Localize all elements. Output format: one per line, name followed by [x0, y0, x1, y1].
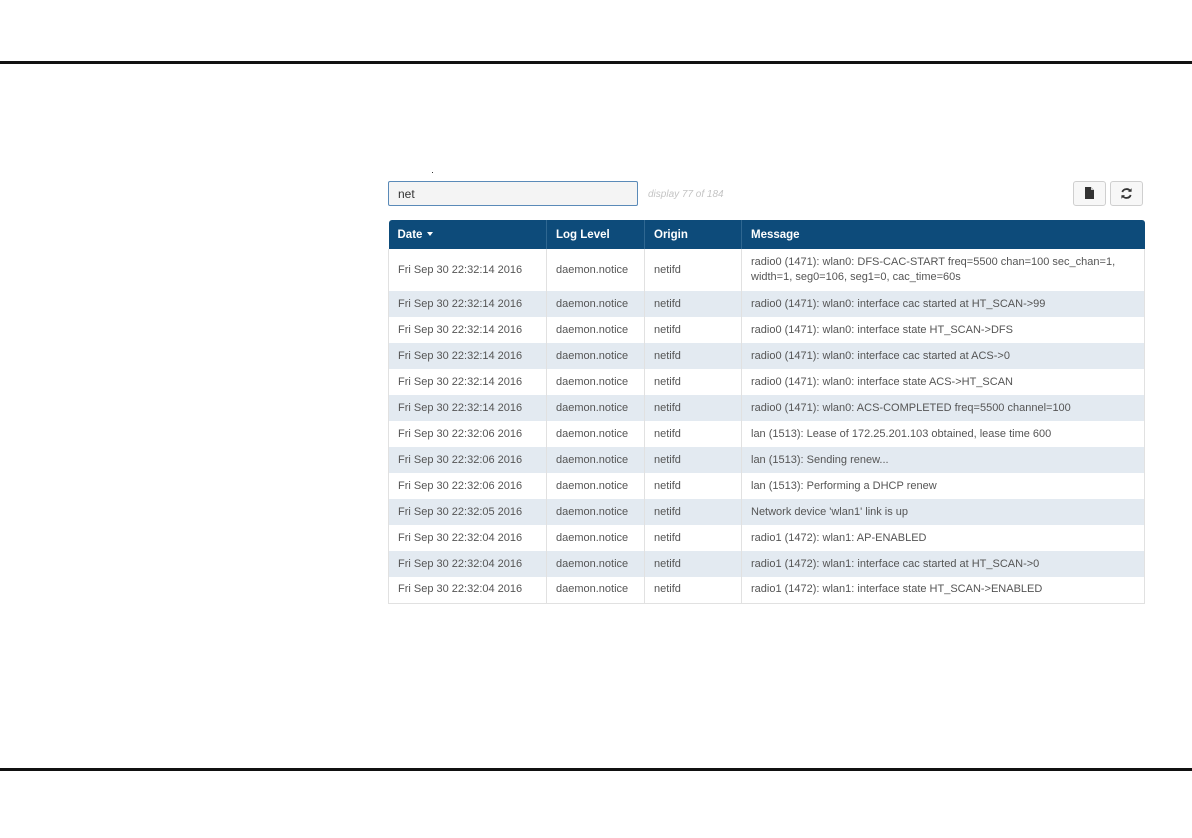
cell-origin: netifd	[645, 395, 742, 421]
table-row	[389, 249, 1145, 291]
refresh-icon	[1120, 187, 1133, 200]
cell-origin: netifd	[645, 473, 742, 499]
cell-date: Fri Sep 30 22:32:06 2016	[389, 421, 547, 447]
cell-level: daemon.notice	[547, 447, 645, 473]
cell-date: Fri Sep 30 22:32:14 2016	[389, 369, 547, 395]
cell-message: lan (1513): Performing a DHCP renew	[742, 473, 1145, 499]
cell-date: Fri Sep 30 22:32:14 2016	[389, 343, 547, 369]
cell-origin: netifd	[645, 369, 742, 395]
cell-level: daemon.notice	[547, 577, 645, 603]
cell-date: Fri Sep 30 22:32:04 2016	[389, 525, 547, 551]
cell-message: radio0 (1471): wlan0: ACS-COMPLETED freq=5500 channel=100	[742, 395, 1145, 421]
stray-dot	[432, 172, 433, 173]
cell-origin: netifd	[645, 551, 742, 577]
top-divider	[0, 61, 1192, 64]
table-row	[389, 343, 1145, 369]
cell-level: daemon.notice	[547, 395, 645, 421]
cell-message: radio0 (1471): wlan0: interface cac started at HT_SCAN->99	[742, 291, 1145, 317]
table-row	[389, 395, 1145, 421]
cell-date: Fri Sep 30 22:32:14 2016	[389, 317, 547, 343]
file-icon	[1084, 187, 1095, 200]
cell-level: daemon.notice	[547, 473, 645, 499]
cell-origin: netifd	[645, 249, 742, 291]
cell-origin: netifd	[645, 421, 742, 447]
cell-message: radio0 (1471): wlan0: interface state HT_SCAN->DFS	[742, 317, 1145, 343]
column-header-date[interactable]	[389, 220, 547, 249]
cell-message: Network device 'wlan1' link is up	[742, 499, 1145, 525]
cell-level: daemon.notice	[547, 525, 645, 551]
cell-message: radio0 (1471): wlan0: DFS-CAC-START freq=5500 chan=100 sec_chan=1, width=1, seg0=106, seg1=0, cac_time=60s	[742, 249, 1145, 291]
refresh-button[interactable]	[1110, 181, 1143, 206]
cell-origin: netifd	[645, 525, 742, 551]
cell-level: daemon.notice	[547, 551, 645, 577]
cell-level: daemon.notice	[547, 291, 645, 317]
table-row	[389, 577, 1145, 603]
cell-message: radio0 (1471): wlan0: interface cac started at ACS->0	[742, 343, 1145, 369]
bottom-divider	[0, 768, 1192, 771]
cell-message: lan (1513): Lease of 172.25.201.103 obtained, lease time 600	[742, 421, 1145, 447]
cell-origin: netifd	[645, 343, 742, 369]
cell-level: daemon.notice	[547, 421, 645, 447]
cell-message: radio1 (1472): wlan1: interface state HT_SCAN->ENABLED	[742, 577, 1145, 603]
table-header-row	[389, 220, 1145, 249]
cell-level: daemon.notice	[547, 369, 645, 395]
column-header-origin[interactable]: Origin	[645, 220, 742, 249]
column-label-date: Date	[397, 228, 423, 241]
cell-date: Fri Sep 30 22:32:06 2016	[389, 473, 547, 499]
table-row	[389, 421, 1145, 447]
cell-date: Fri Sep 30 22:32:05 2016	[389, 499, 547, 525]
table-row	[389, 551, 1145, 577]
cell-date: Fri Sep 30 22:32:14 2016	[389, 249, 547, 291]
table-row	[389, 473, 1145, 499]
cell-origin: netifd	[645, 499, 742, 525]
cell-message: radio0 (1471): wlan0: interface state ACS->HT_SCAN	[742, 369, 1145, 395]
log-filter-input[interactable]	[388, 181, 638, 206]
table-row	[389, 525, 1145, 551]
export-button[interactable]	[1073, 181, 1106, 206]
cell-level: daemon.notice	[547, 499, 645, 525]
sort-desc-icon	[427, 232, 433, 236]
cell-message: radio1 (1472): wlan1: AP-ENABLED	[742, 525, 1145, 551]
cell-date: Fri Sep 30 22:32:06 2016	[389, 447, 547, 473]
cell-date: Fri Sep 30 22:32:04 2016	[389, 551, 547, 577]
cell-date: Fri Sep 30 22:32:14 2016	[389, 395, 547, 421]
cell-origin: netifd	[645, 447, 742, 473]
cell-origin: netifd	[645, 577, 742, 603]
cell-level: daemon.notice	[547, 317, 645, 343]
table-row	[389, 447, 1145, 473]
column-header-log-level[interactable]: Log Level	[547, 220, 645, 249]
cell-origin: netifd	[645, 317, 742, 343]
cell-date: Fri Sep 30 22:32:04 2016	[389, 577, 547, 603]
filter-count: display 77 of 184	[648, 189, 724, 200]
log-table	[388, 220, 1145, 604]
table-row	[389, 291, 1145, 317]
cell-date: Fri Sep 30 22:32:14 2016	[389, 291, 547, 317]
column-header-message[interactable]: Message	[751, 228, 800, 241]
table-row	[389, 317, 1145, 343]
cell-message: lan (1513): Sending renew...	[742, 447, 1145, 473]
cell-origin: netifd	[645, 291, 742, 317]
cell-level: daemon.notice	[547, 343, 645, 369]
cell-message: radio1 (1472): wlan1: interface cac started at HT_SCAN->0	[742, 551, 1145, 577]
table-row	[389, 369, 1145, 395]
table-row	[389, 499, 1145, 525]
cell-level: daemon.notice	[547, 249, 645, 291]
